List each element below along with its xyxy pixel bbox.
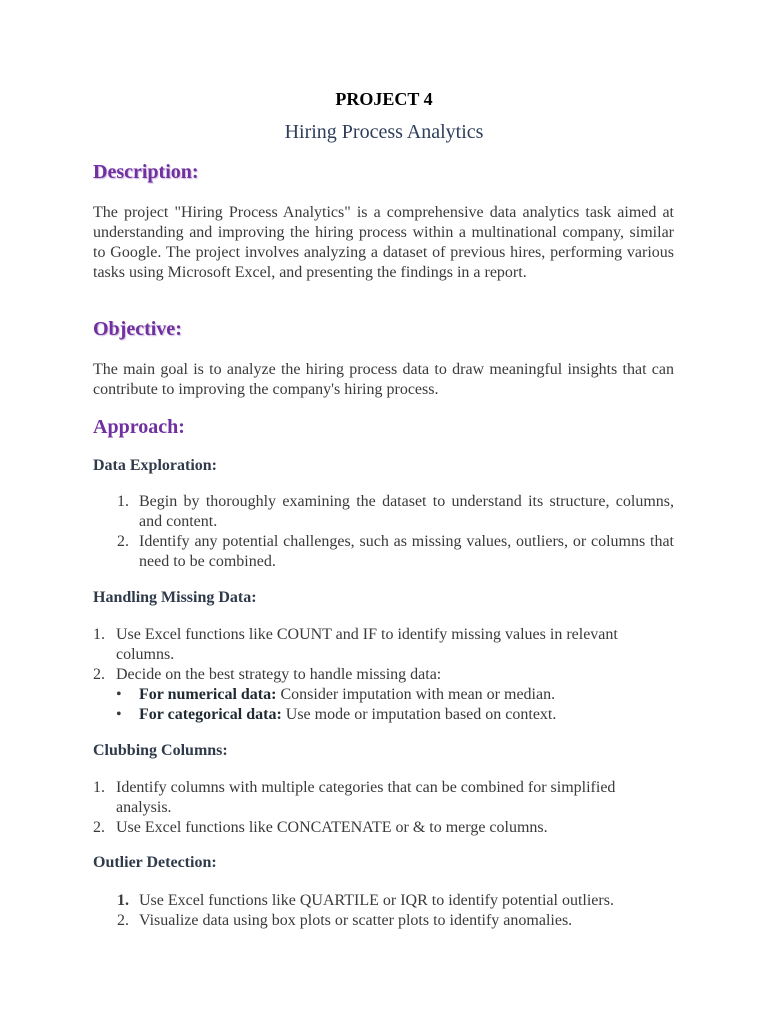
list-number: 1. — [93, 626, 105, 643]
list-item — [117, 532, 674, 572]
objective-text: The main goal is to analyze the hiring process data to draw meaningful insights that can contribute to improving the company's hiring process. — [93, 361, 674, 398]
list-item-text: Identify columns with multiple categories that can be combined for simplified analysis. — [116, 779, 616, 816]
description-text: The project "Hiring Process Analytics" is a comprehensive data analytics task aimed at understanding and improving the hiring process within a multinational company, similar to Google. The project involves analyzing a dataset of previous hires, performing various tasks using Microsoft Excel, and presenting the findings in a report. — [93, 204, 674, 281]
list-item — [93, 818, 674, 838]
list-number: 2. — [117, 533, 129, 550]
list-item — [93, 665, 674, 685]
list-item — [93, 778, 674, 818]
list-item-text: Use Excel functions like COUNT and IF to identify missing values in relevant columns. — [116, 626, 618, 663]
bullet-icon: • — [116, 706, 122, 723]
clubbing-columns-heading: Clubbing Columns: — [93, 742, 228, 759]
project-number: PROJECT 4 — [335, 89, 433, 109]
list-number: 1. — [93, 779, 105, 796]
list-item-text: Decide on the best strategy to handle missing data: — [116, 666, 442, 683]
approach-heading: Approach: — [93, 416, 185, 438]
bullet-item-categorical — [116, 705, 676, 725]
outlier-detection-heading: Outlier Detection: — [93, 854, 217, 871]
page-title: Hiring Process Analytics — [284, 121, 484, 143]
bullet-label: For numerical data: — [139, 686, 277, 703]
list-item-text: Use Excel functions like CONCATENATE or & to merge columns. — [116, 819, 548, 836]
list-item — [117, 891, 677, 911]
list-number: 1. — [117, 493, 129, 510]
objective-heading: Objective: — [93, 318, 182, 340]
description-heading: Description: — [93, 161, 199, 183]
list-number: 1. — [117, 892, 129, 909]
list-item — [117, 911, 677, 931]
list-number: 2. — [93, 819, 105, 836]
list-item — [93, 625, 674, 665]
list-item-text: Identify any potential challenges, such as missing values, outliers, or columns that need to be combined. — [139, 533, 674, 570]
bullet-icon: • — [116, 686, 122, 703]
bullet-text: Use mode or imputation based on context. — [281, 706, 557, 723]
list-item-text: Begin by thoroughly examining the dataset to understand its structure, columns, and content. — [139, 493, 674, 530]
bullet-item-numerical — [116, 685, 676, 705]
list-number: 2. — [117, 912, 129, 929]
bullet-label: For categorical data: — [139, 706, 282, 723]
bullet-text: Consider imputation with mean or median. — [276, 686, 556, 703]
data-exploration-heading: Data Exploration: — [93, 457, 217, 474]
missing-data-heading: Handling Missing Data: — [93, 589, 257, 606]
list-item-text: Use Excel functions like QUARTILE or IQR to identify potential outliers. — [139, 892, 614, 909]
list-item — [117, 492, 674, 532]
list-number: 2. — [93, 666, 105, 683]
list-item-text: Visualize data using box plots or scatter plots to identify anomalies. — [139, 912, 573, 929]
